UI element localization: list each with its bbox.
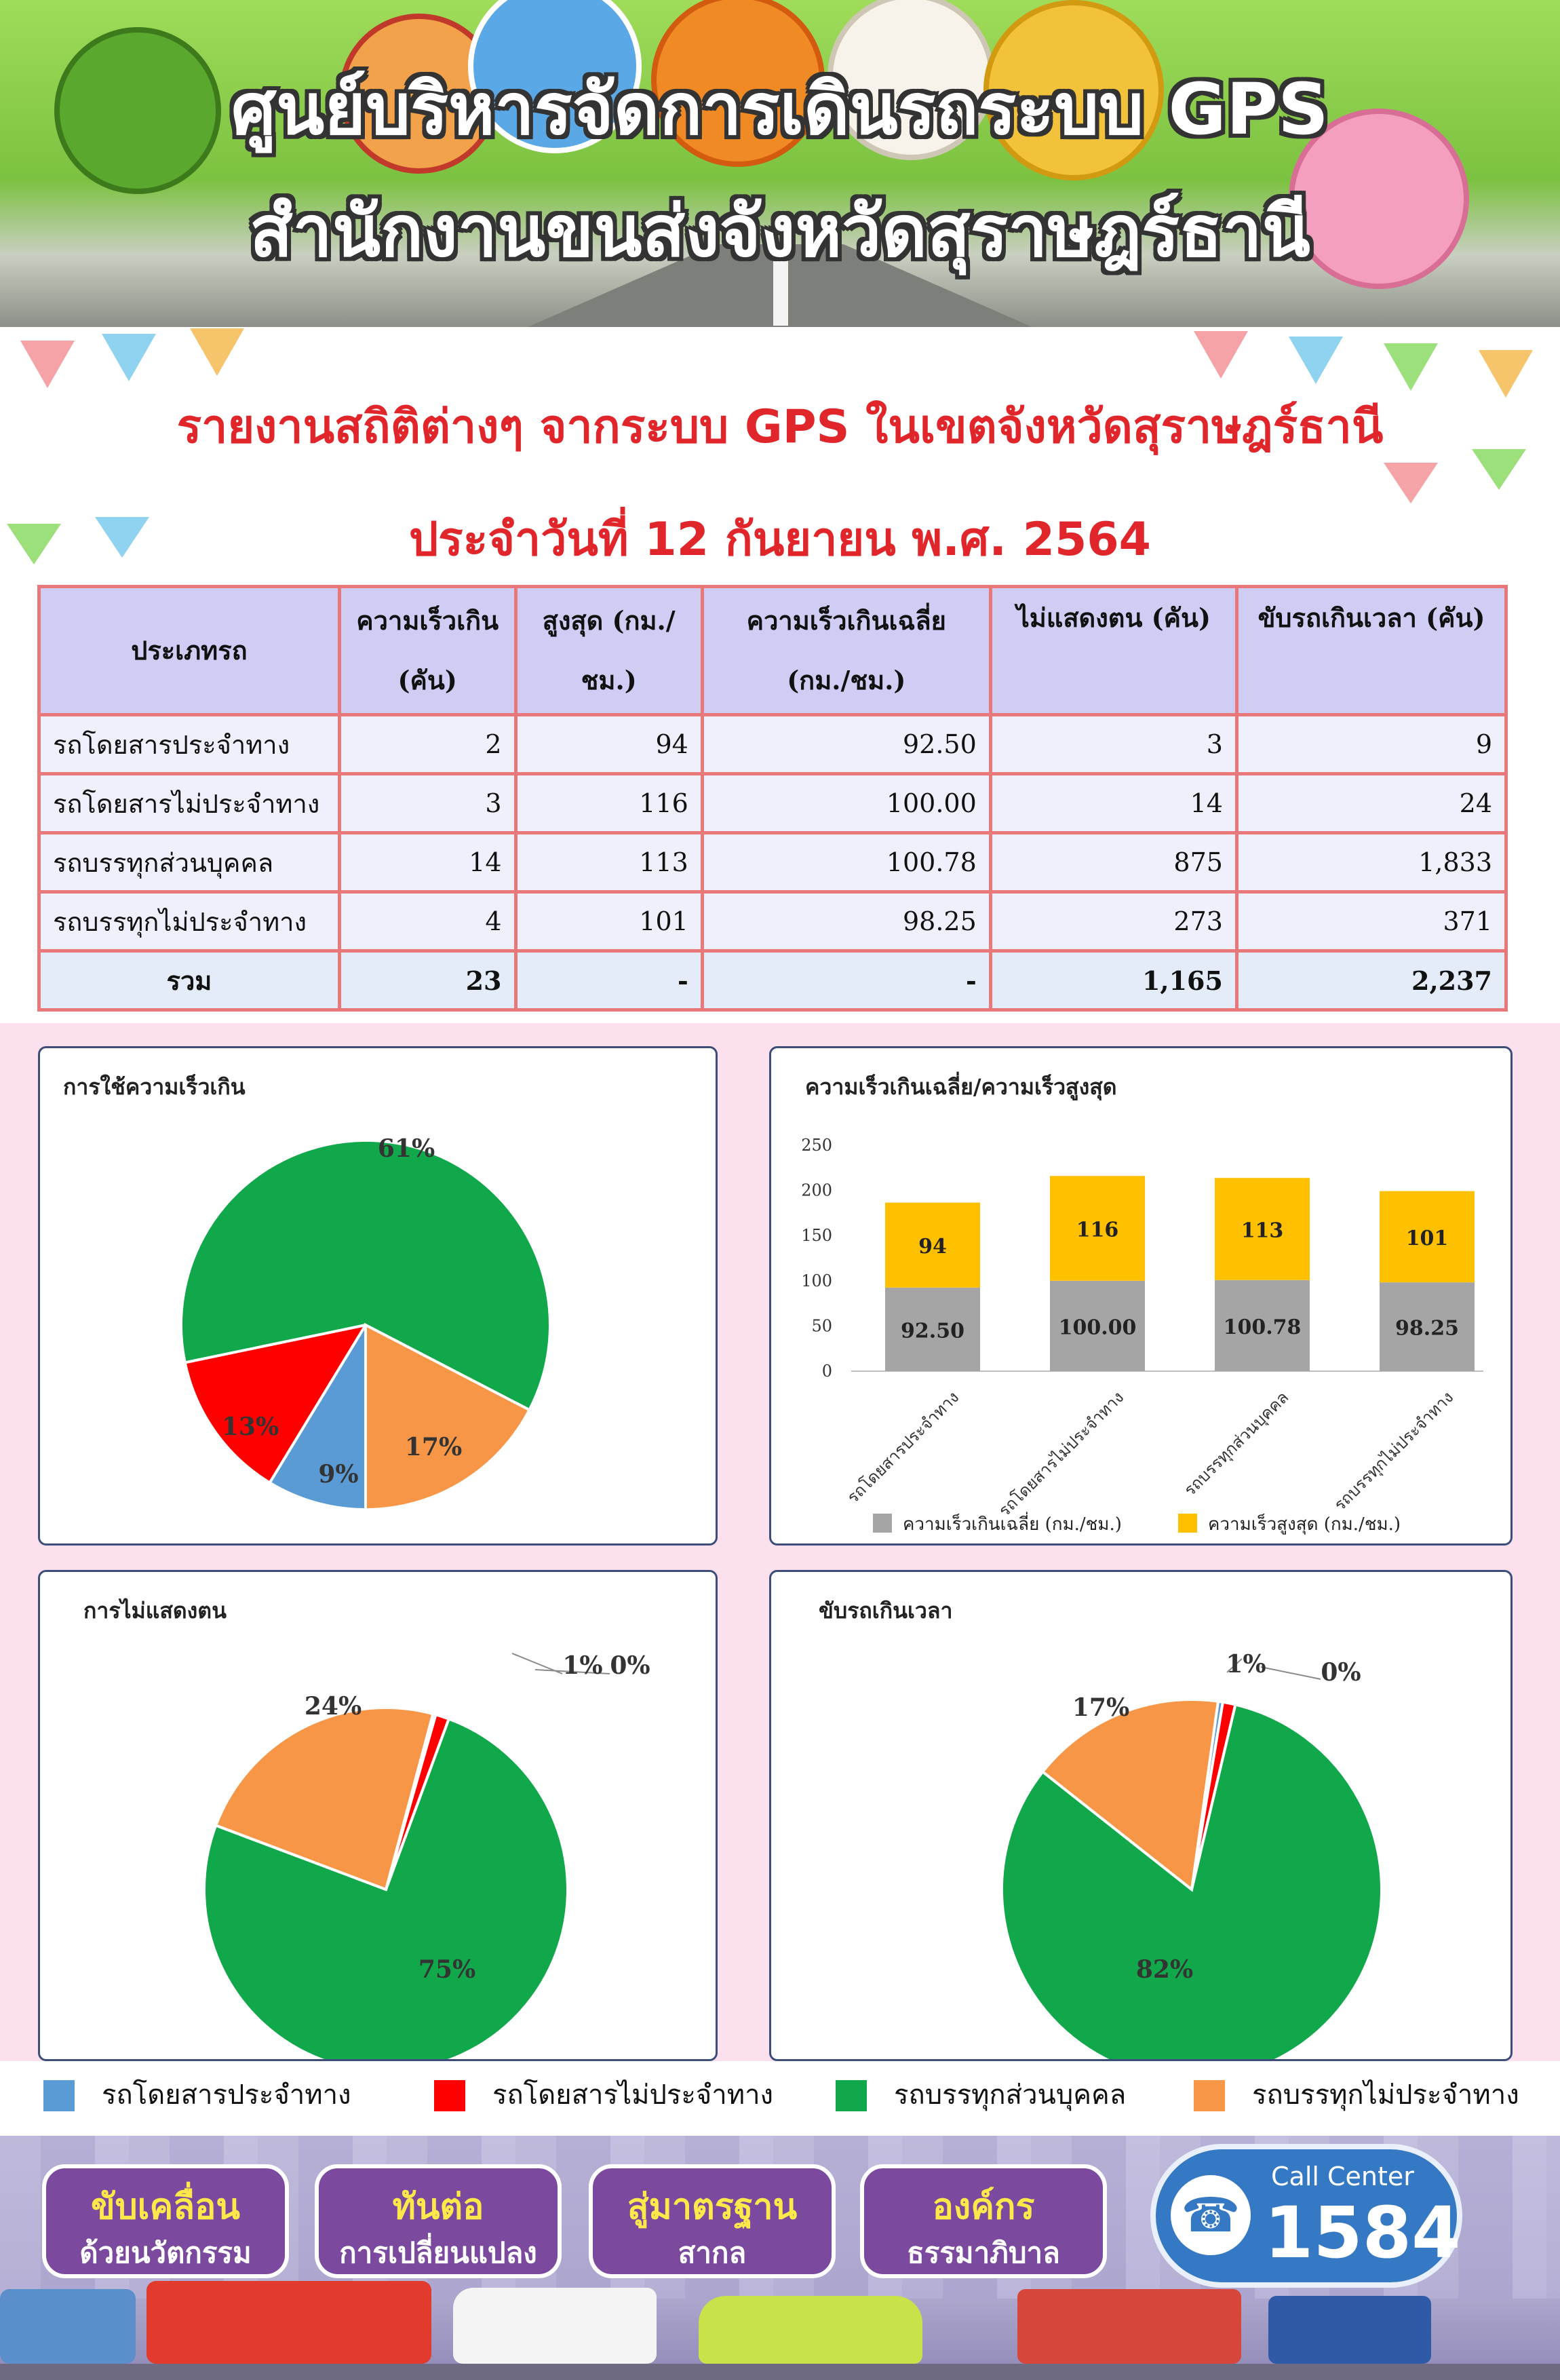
legend-label: รถโดยสารไม่ประจำทาง [492, 2079, 774, 2111]
pie-chart-overspeed [40, 1048, 716, 1543]
van-graphic [453, 2288, 657, 2364]
cell-total-overtime: 2,237 [1236, 951, 1506, 1010]
bunting-flag [1194, 331, 1248, 379]
legend-swatch [836, 2080, 867, 2111]
cell-max-speed: 101 [515, 892, 702, 951]
pie-data-label: 24% [304, 1692, 362, 1721]
report-date: ประจำวันที่ 12 กันยายน พ.ศ. 2564 [409, 513, 1151, 567]
pie-data-label: 9% [318, 1460, 359, 1489]
pie-data-label: 13% [221, 1413, 279, 1441]
cell-max-speed: 113 [515, 833, 702, 892]
cell-vehicle-type: รถบรรทุกส่วนบุคคล [39, 833, 340, 892]
table-total-row [39, 951, 1506, 1010]
phone-icon: ☎ [1171, 2175, 1251, 2255]
slogan-button [42, 2164, 289, 2278]
cell-overspeed: 14 [339, 833, 515, 892]
chart-title: ขับรถเกินเวลา [819, 1598, 953, 1624]
y-tick-label: 0 [821, 1362, 832, 1381]
pie-data-label: 17% [1072, 1693, 1130, 1722]
header-text: ไม่แสดงตน (คัน) [1016, 602, 1211, 633]
header-text: สูงสุด (กม./ [542, 605, 676, 636]
bunting-flag [20, 341, 75, 388]
cell-max-speed: 116 [515, 774, 702, 833]
pie-chart-overtime [771, 1572, 1510, 2059]
cell-overtime: 9 [1236, 715, 1506, 774]
y-tick-label: 250 [801, 1136, 832, 1155]
header-not-identified [990, 587, 1236, 715]
cell-avg-overspeed: 98.25 [702, 892, 990, 951]
bar-legend-swatch [1178, 1514, 1197, 1533]
bar-data-label: 100.78 [1223, 1315, 1302, 1339]
stats-table [37, 585, 1508, 1012]
y-tick-label: 50 [811, 1316, 832, 1336]
cell-overtime: 24 [1236, 774, 1506, 833]
bar-legend-label: ความเร็วสูงสุด (กม./ชม.) [1208, 1514, 1401, 1535]
pie-data-label: 1% [562, 1651, 603, 1680]
chart-panel-overtime [769, 1570, 1513, 2061]
x-category-label: รถบรรทุกไม่ประจำทาง [1330, 1387, 1458, 1515]
y-tick-label: 100 [801, 1271, 832, 1290]
bar-chart-speed [771, 1048, 1510, 1543]
stats-table-area [0, 570, 1560, 1023]
header-overspeed [339, 587, 515, 715]
bar-data-label: 98.25 [1395, 1316, 1459, 1341]
bunting-flag [1384, 343, 1438, 391]
slogan-button [589, 2164, 836, 2278]
bus-graphic [147, 2281, 431, 2364]
bar-data-label: 92.50 [901, 1319, 964, 1343]
header-text: ความเร็วเกินเฉลี่ย [746, 605, 946, 636]
cell-total-not-identified: 1,165 [990, 951, 1236, 1010]
pie-data-label: 17% [404, 1433, 463, 1461]
legend-swatch [1194, 2080, 1225, 2111]
cell-not-identified: 273 [990, 892, 1236, 951]
cell-total-overspeed: 23 [339, 951, 515, 1010]
cell-overspeed: 2 [339, 715, 515, 774]
bar-data-label: 116 [1076, 1218, 1119, 1242]
cell-not-identified: 875 [990, 833, 1236, 892]
cell-not-identified: 3 [990, 715, 1236, 774]
report-title: รายงานสถิติต่างๆ จากระบบ GPS ในเขตจังหวัดสุราษฎร์ธานี [176, 400, 1384, 454]
header-banner [0, 0, 1560, 327]
chart-panel-overspeed [38, 1046, 718, 1546]
pie-legend [0, 2061, 1560, 2136]
slogan-line1: ทันต่อ [392, 2187, 484, 2227]
slogan-line2: สากล [678, 2236, 747, 2269]
y-tick-label: 150 [801, 1226, 832, 1246]
header-text: ขับรถเกินเวลา (คัน) [1257, 602, 1485, 633]
x-category-label: รถโดยสารประจำทาง [843, 1387, 963, 1508]
y-tick-label: 200 [801, 1181, 832, 1200]
slogan-line2: การเปลี่ยนแปลง [339, 2236, 537, 2269]
slogan-button [860, 2164, 1107, 2278]
header-title-line1: ศูนย์บริหารจัดการเดินรถระบบ GPS [231, 68, 1329, 151]
header-avg-overspeed [702, 587, 990, 715]
call-center-badge [1150, 2144, 1462, 2288]
slogan-button [315, 2164, 562, 2278]
bar-data-label: 101 [1405, 1226, 1449, 1250]
header-text: (กม./ชม.) [787, 665, 906, 695]
bus-graphic [0, 2289, 136, 2364]
taxi-graphic [699, 2296, 922, 2364]
cell-total-avg-overspeed: - [702, 951, 990, 1010]
bar-data-label: 100.00 [1058, 1316, 1137, 1340]
cell-vehicle-type: รถโดยสารไม่ประจำทาง [39, 774, 340, 833]
table-row [39, 774, 1506, 833]
header-text: ความเร็วเกิน [356, 605, 499, 636]
header-text: (คัน) [397, 665, 457, 695]
cell-vehicle-type: รถโดยสารประจำทาง [39, 715, 340, 774]
bar-legend-label: ความเร็วเกินเฉลี่ย (กม./ชม.) [903, 1514, 1122, 1535]
chart-panel-speed-bar [769, 1046, 1513, 1546]
bar-data-label: 113 [1241, 1218, 1284, 1243]
cell-overtime: 371 [1236, 892, 1506, 951]
tuktuk-graphic [1268, 2296, 1431, 2364]
header-max-speed [515, 587, 702, 715]
report-title-area [0, 327, 1560, 570]
chart-panel-not-identified [38, 1570, 718, 2061]
table-row [39, 715, 1506, 774]
bar-data-label: 94 [918, 1235, 947, 1259]
call-center-number: 1584 [1264, 2191, 1461, 2274]
bar-legend-swatch [873, 1514, 892, 1533]
slogan-line1: สู่มาตรฐาน [627, 2187, 798, 2227]
bunting-flag [102, 334, 156, 381]
bunting-flag [190, 328, 244, 376]
pie-data-label: 75% [418, 1955, 476, 1984]
pie-data-label: 0% [1321, 1658, 1361, 1687]
slogan-line2: ด้วยนวัตกรรม [79, 2236, 252, 2269]
road-strip [0, 2364, 1560, 2380]
slogan-line2: ธรรมาภิบาล [907, 2236, 1060, 2269]
cell-not-identified: 14 [990, 774, 1236, 833]
cell-vehicle-type: รถบรรทุกไม่ประจำทาง [39, 892, 340, 951]
truck-graphic [1017, 2289, 1241, 2364]
legend-swatch [43, 2080, 75, 2111]
table-row [39, 833, 1506, 892]
table-row [39, 892, 1506, 951]
call-center-label: Call Center [1271, 2162, 1414, 2191]
chart-title: ความเร็วเกินเฉลี่ย/ความเร็วสูงสุด [805, 1074, 1117, 1100]
cell-max-speed: 94 [515, 715, 702, 774]
cell-overspeed: 3 [339, 774, 515, 833]
pie-data-label: 61% [377, 1134, 435, 1163]
slogan-line1: องค์กร [932, 2187, 1035, 2227]
x-category-label: รถโดยสารไม่ประจำทาง [994, 1387, 1128, 1520]
header-title-line2: สำนักงานขนส่งจังหวัดสุราษฎร์ธานี [250, 190, 1310, 273]
chart-title: การไม่แสดงตน [83, 1598, 227, 1624]
slogan-line1: ขับเคลื่อน [91, 2187, 240, 2227]
legend-swatch [434, 2080, 465, 2111]
legend-label: รถบรรทุกส่วนบุคคล [894, 2079, 1127, 2111]
cell-avg-overspeed: 100.78 [702, 833, 990, 892]
cell-overspeed: 4 [339, 892, 515, 951]
table-header-row [39, 587, 1506, 715]
cell-total-label: รวม [39, 951, 340, 1010]
header-text: ชม.) [581, 665, 637, 695]
header-overtime [1236, 587, 1506, 715]
header-text: ประเภทรถ [131, 635, 248, 666]
pie-leader-line [512, 1653, 562, 1674]
legend-label: รถโดยสารประจำทาง [102, 2079, 351, 2111]
header-vehicle-type [39, 587, 340, 715]
cell-overtime: 1,833 [1236, 833, 1506, 892]
pie-data-label: 0% [610, 1651, 650, 1680]
pie-chart-not-identified [40, 1572, 716, 2059]
x-category-label: รถบรรทุกส่วนบุคคล [1180, 1387, 1293, 1500]
cell-avg-overspeed: 92.50 [702, 715, 990, 774]
bunting-flag [1289, 337, 1343, 384]
pie-data-label: 1% [1226, 1650, 1266, 1678]
pie-data-label: 82% [1135, 1955, 1194, 1984]
bunting-flag [1384, 463, 1438, 503]
chart-title: การใช้ความเร็วเกิน [63, 1074, 246, 1100]
pie-leader-line [1261, 1667, 1321, 1679]
cell-avg-overspeed: 100.00 [702, 774, 990, 833]
legend-label: รถบรรทุกไม่ประจำทาง [1252, 2079, 1519, 2111]
cell-total-max-speed: - [515, 951, 702, 1010]
